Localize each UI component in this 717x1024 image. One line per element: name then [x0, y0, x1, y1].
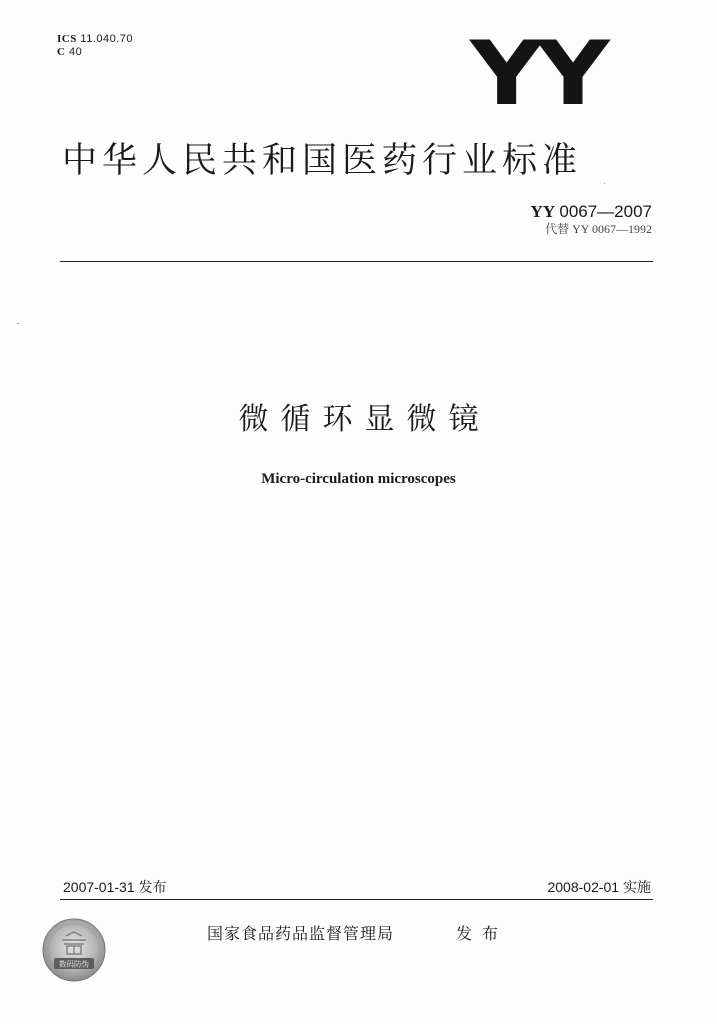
scan-speck [604, 183, 605, 184]
classification-codes [57, 33, 133, 59]
ics-code: 11.040.70 [80, 33, 134, 45]
bottom-divider [60, 899, 653, 900]
yy-logo: YY [470, 22, 603, 125]
ccs-code: 40 [69, 46, 83, 58]
issuing-authority: 国家食品药品监督管理局 [207, 924, 395, 943]
scan-speck [17, 323, 19, 324]
issue-label: 发布 [456, 924, 509, 943]
industry-standard-title: 中华人民共和国医药行业标准 [62, 141, 583, 181]
top-divider [60, 261, 653, 262]
ccs-label: C [57, 46, 66, 58]
standard-prefix: YY [530, 202, 556, 221]
ics-label: ICS [57, 33, 77, 45]
ccs-line [57, 46, 133, 59]
anti-counterfeit-seal-icon [42, 918, 106, 982]
ics-line [57, 33, 133, 46]
publish-date: 2007-01-31 发布 [63, 879, 167, 895]
document-title-en: Micro-circulation microscopes [261, 471, 456, 487]
document-title-zh: 微循环显微镜 [238, 402, 491, 437]
implement-date: 2008-02-01 实施 [547, 879, 651, 895]
replaces-standard: 代替 YY 0067—1992 [545, 222, 652, 236]
standard-number [531, 203, 652, 221]
standard-code: 0067—2007 [559, 202, 652, 221]
seal-label: 数码防伪 [59, 959, 89, 969]
